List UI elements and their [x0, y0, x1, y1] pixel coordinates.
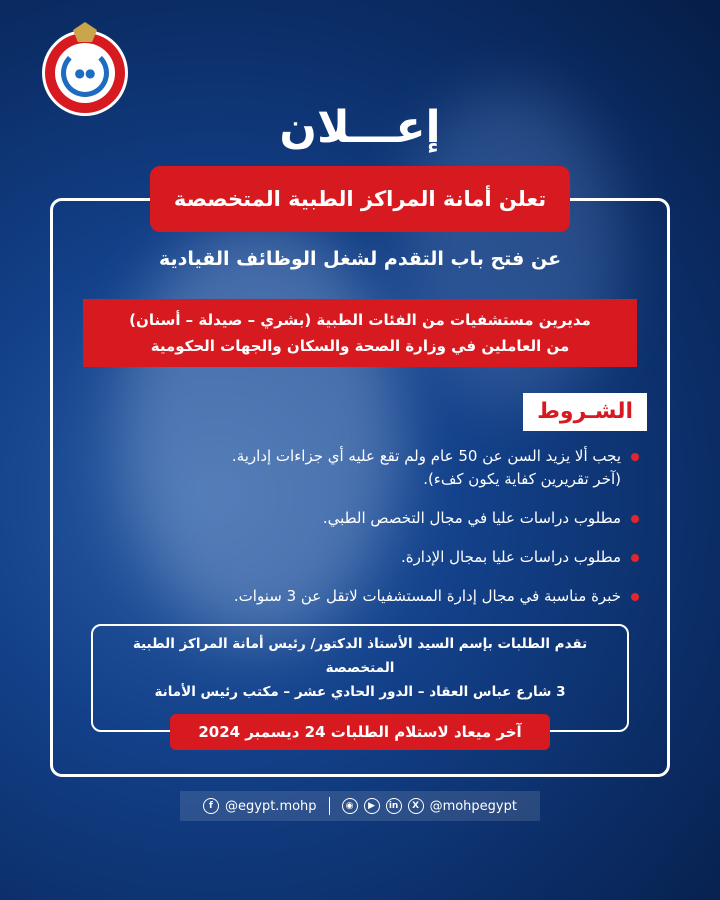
social-footer — [180, 791, 540, 821]
subtitle: عن فتح باب التقدم لشغل الوظائف القيادية — [158, 248, 562, 270]
divider — [329, 797, 330, 815]
condition-text: (آخر تقريرين كفاية يكون كفء). — [423, 470, 621, 488]
x-icon[interactable]: X — [408, 798, 424, 814]
instagram-icon[interactable]: ◉ — [342, 798, 358, 814]
condition-item — [73, 507, 639, 530]
condition-text: مطلوب دراسات عليا بمجال الإدارة. — [400, 548, 621, 566]
condition-item — [73, 546, 639, 569]
content-area — [50, 166, 670, 777]
bullet-icon — [631, 453, 639, 461]
social-handle[interactable]: @mohpegypt — [429, 798, 517, 814]
announcer-header: تعلن أمانة المراكز الطبية المتخصصة — [150, 166, 570, 232]
condition-text: يجب ألا يزيد السن عن 50 عام ولم تقع عليه أي جزاءات إدارية. — [231, 447, 621, 465]
bullet-icon — [631, 515, 639, 523]
bullet-icon — [631, 593, 639, 601]
position-line: من العاملين في وزارة الصحة والسكان والجهات الحكومية — [150, 337, 570, 355]
family-icon: ●● — [61, 49, 109, 97]
condition-item — [73, 445, 639, 491]
page-title: إعـــلان — [279, 102, 441, 153]
position-line: مديرين مستشفيات من الفئات الطبية (بشري – صيدلة – أسنان) — [129, 311, 591, 329]
condition-text: مطلوب دراسات عليا في مجال التخصص الطبي. — [322, 509, 621, 527]
facebook-icon[interactable]: f — [203, 798, 219, 814]
application-addressee: تقدم الطلبات بإسم السيد الأستاذ الدكتور/ رئيس أمانة المراكز الطبية المتخصصة — [132, 636, 588, 676]
facebook-handle[interactable]: @egypt.mohp — [225, 798, 317, 814]
bullet-icon — [631, 554, 639, 562]
condition-item — [73, 585, 639, 608]
youtube-icon[interactable]: ▶ — [364, 798, 380, 814]
conditions-label: الشـروط — [523, 393, 647, 431]
content-frame — [50, 198, 670, 777]
application-address: 3 شارع عباس العقاد – الدور الحادي عشر – مكتب رئيس الأمانة — [154, 684, 566, 700]
deadline-badge: آخر ميعاد لاستلام الطلبات 24 ديسمبر 2024 — [170, 714, 550, 750]
position-band — [83, 299, 637, 367]
conditions-list — [73, 445, 639, 608]
condition-text: خبرة مناسبة في مجال إدارة المستشفيات لاتقل عن 3 سنوات. — [233, 587, 621, 605]
linkedin-icon[interactable]: in — [386, 798, 402, 814]
